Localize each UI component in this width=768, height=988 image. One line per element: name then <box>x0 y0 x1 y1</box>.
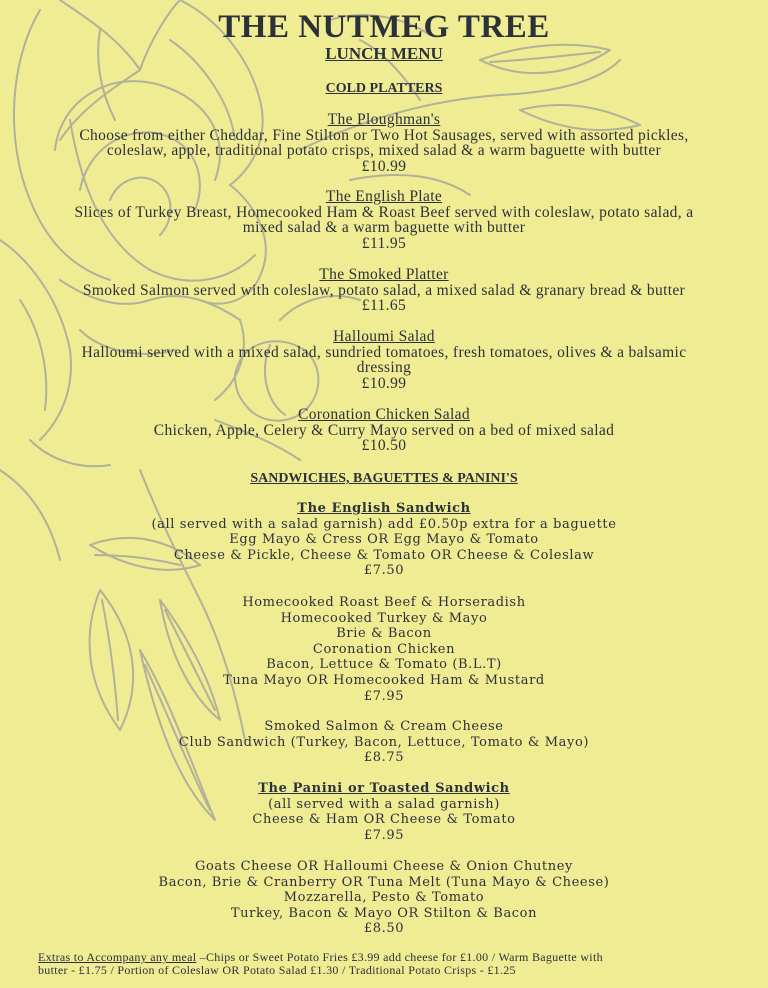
item-price: £7.50 <box>363 563 405 579</box>
item-description: coleslaw, apple, traditional potato crisps, mixed salad & a warm baguette with butter <box>106 142 662 160</box>
sandwich-option: Goats Cheese OR Halloumi Cheese & Onion Chutney <box>195 859 573 874</box>
item-name: The English Plate <box>325 188 443 205</box>
menu-item-halloumi-salad <box>0 329 768 391</box>
item-price: £8.75 <box>363 750 405 766</box>
item-price: £7.95 <box>363 688 405 704</box>
item-price: £7.95 <box>363 827 405 843</box>
extras-footer <box>38 951 738 977</box>
menu-item-panini <box>0 781 768 843</box>
menu-item-ploughmans <box>0 112 768 174</box>
sandwich-option: Bacon, Brie & Cranberry OR Tuna Melt (Tuna Mayo & Cheese) <box>158 874 610 890</box>
menu-item-english-sandwich <box>0 501 768 579</box>
item-price: £10.50 <box>361 437 407 455</box>
item-description: mixed salad & a warm baguette with butter <box>242 219 526 237</box>
extras-label: Extras to Accompany any meal <box>38 950 197 964</box>
sandwich-option: Turkey, Bacon & Mayo OR Stilton & Bacon <box>230 905 538 921</box>
sandwich-option: Egg Mayo & Cress OR Egg Mayo & Tomato <box>229 532 539 548</box>
restaurant-title: THE NUTMEG TREE <box>218 9 550 45</box>
item-name: The Panini or Toasted Sandwich <box>258 781 510 796</box>
item-name: The English Sandwich <box>297 501 471 516</box>
sandwich-option: Mozzarella, Pesto & Tomato <box>283 890 485 906</box>
item-description: Halloumi served with a mixed salad, sundried tomatoes, fresh tomatoes, olives & a balsamic <box>81 343 687 361</box>
sandwich-option: Homecooked Roast Beef & Horseradish <box>242 595 526 610</box>
item-description: Choose from either Cheddar, Fine Stilton or Two Hot Sausages, served with assorted pickles, <box>79 126 689 144</box>
menu-subtitle: LUNCH MENU <box>325 44 443 63</box>
sandwich-option: Cheese & Ham OR Cheese & Tomato <box>252 812 516 828</box>
section-heading-cold-platters: COLD PLATTERS <box>325 81 443 96</box>
item-description: dressing <box>356 359 412 377</box>
sandwich-option: Cheese & Pickle, Cheese & Tomato OR Cheese & Coleslaw <box>173 547 595 563</box>
item-price: £11.65 <box>361 297 407 315</box>
item-description: Chicken, Apple, Celery & Curry Mayo served on a bed of mixed salad <box>153 421 615 439</box>
item-name: Coronation Chicken Salad <box>298 406 470 423</box>
item-price: £10.99 <box>361 157 407 175</box>
item-name: Halloumi Salad <box>333 328 435 345</box>
item-price: £8.50 <box>363 921 405 937</box>
sandwich-option: Coronation Chicken <box>312 641 456 657</box>
item-name: The Ploughman's <box>327 111 441 128</box>
sandwich-option: Club Sandwich (Turkey, Bacon, Lettuce, Tomato & Mayo) <box>178 734 590 750</box>
sandwich-option: Homecooked Turkey & Mayo <box>280 610 488 626</box>
sandwich-group-795 <box>0 595 768 704</box>
sandwich-option: Tuna Mayo OR Homecooked Ham & Mustard <box>223 672 545 688</box>
item-price: £10.99 <box>361 374 407 392</box>
panini-group-850 <box>0 859 768 937</box>
item-note: (all served with a salad garnish) <box>268 796 500 812</box>
item-description: Slices of Turkey Breast, Homecooked Ham & Roast Beef served with coleslaw, potato salad, a <box>74 203 694 221</box>
item-price: £11.95 <box>361 234 407 252</box>
item-name: The Smoked Platter <box>319 266 449 283</box>
menu-item-coronation-chicken-salad <box>0 407 768 454</box>
menu-item-smoked-platter <box>0 267 768 314</box>
sandwich-option: Brie & Bacon <box>336 626 432 642</box>
sandwich-option: Bacon, Lettuce & Tomato (B.L.T) <box>266 657 502 673</box>
section-heading-sandwiches: SANDWICHES, BAGUETTES & PANINI'S <box>250 471 518 486</box>
sandwich-group-875 <box>0 719 768 766</box>
menu-item-english-plate <box>0 189 768 251</box>
extras-text: –Chips or Sweet Potato Fries £3.99 add cheese for £1.00 / Warm Baguette with <box>196 950 603 964</box>
sandwich-option: Smoked Salmon & Cream Cheese <box>264 719 504 734</box>
item-note: (all served with a salad garnish) add £0.50p extra for a baguette <box>151 516 617 532</box>
item-description: Smoked Salmon served with coleslaw, potato salad, a mixed salad & granary bread & butter <box>82 281 686 299</box>
extras-text: butter - £1.75 / Portion of Coleslaw OR Potato Salad £1.30 / Traditional Potato Crisps - £1.25 <box>38 963 516 977</box>
